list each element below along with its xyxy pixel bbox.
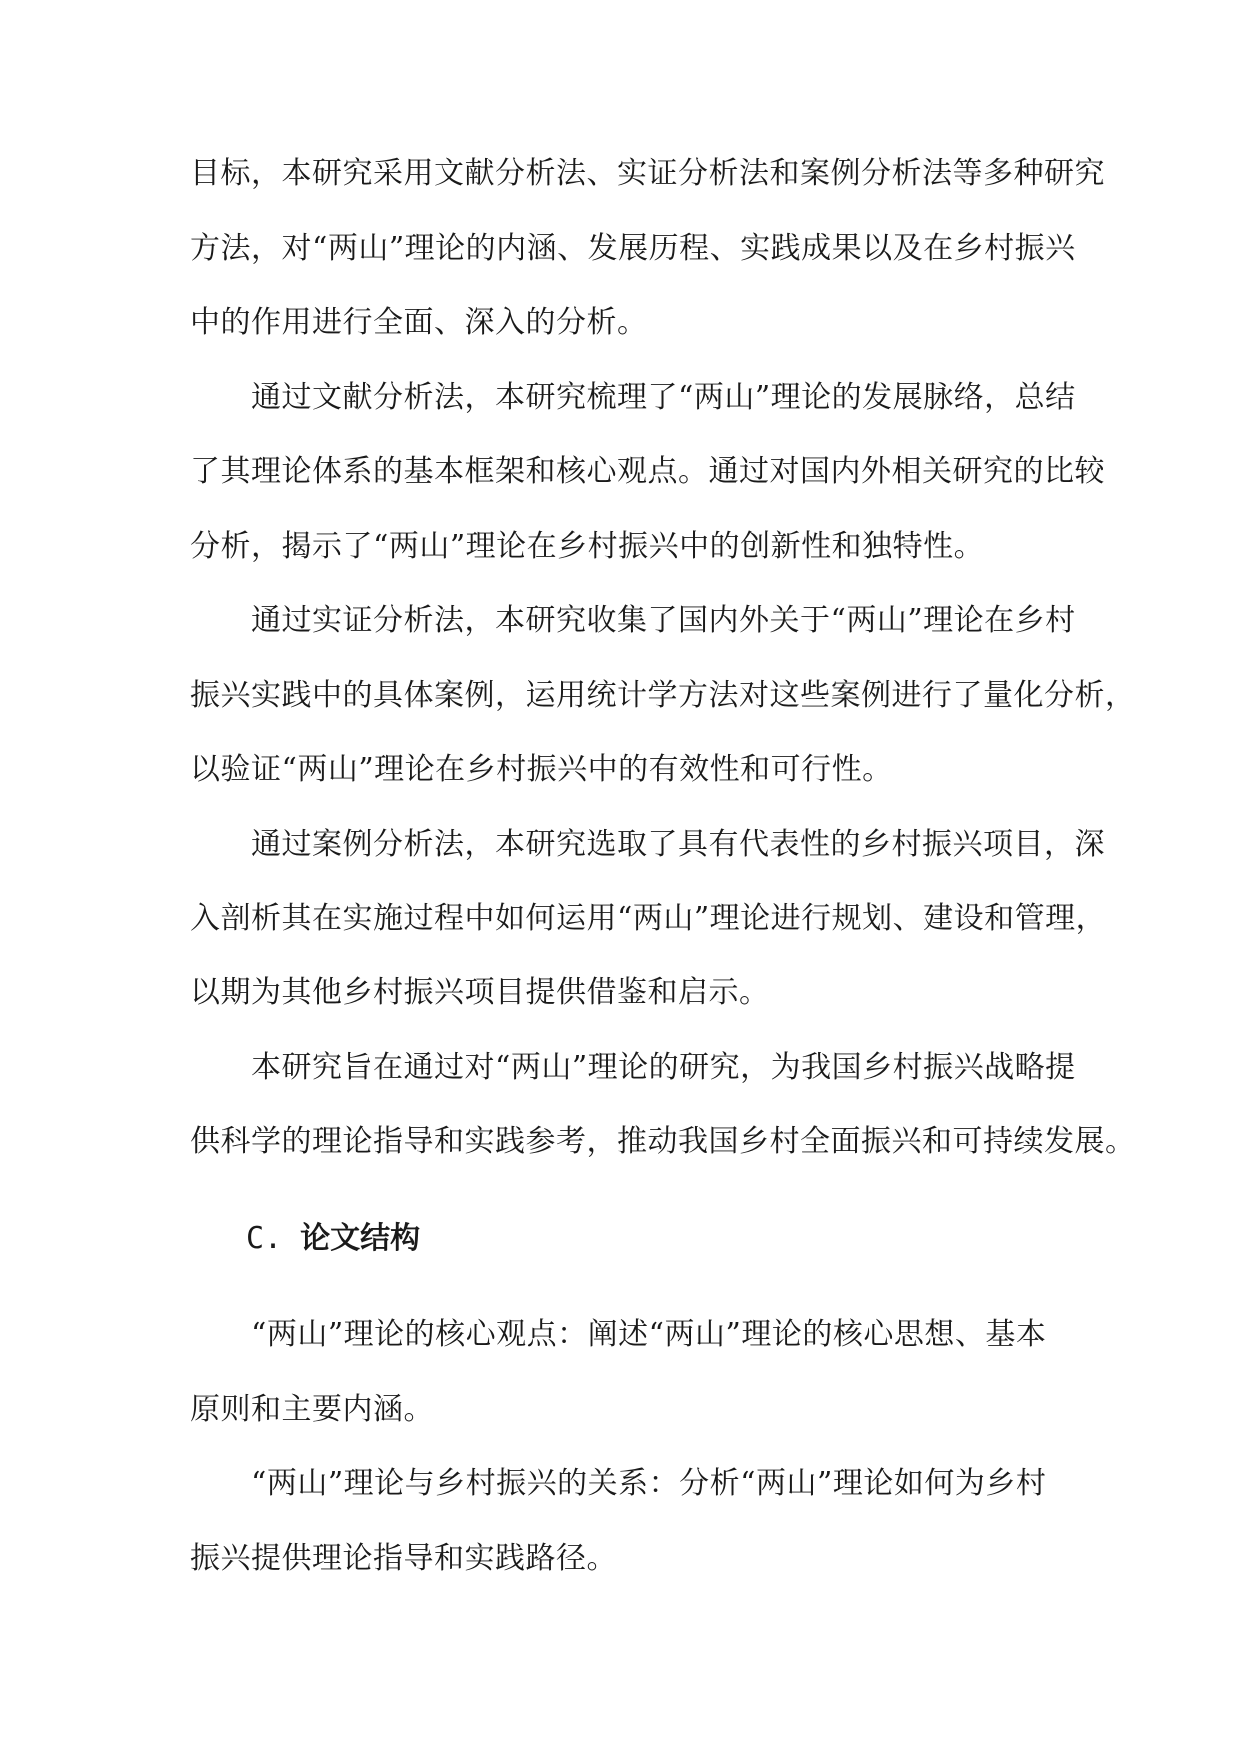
text-line: 目标，本研究采用文献分析法、实证分析法和案例分析法等多种研究 [190,156,1105,191]
text-line: 通过案例分析法，本研究选取了具有代表性的乡村振兴项目，深 [190,827,1105,862]
text-line: 原则和主要内涵。 [190,1392,434,1427]
text-line: 振兴提供理论指导和实践路径。 [190,1541,617,1576]
text-line: 通过文献分析法，本研究梳理了“两山”理论的发展脉络，总结 [190,380,1076,415]
text-line: “两山”理论的核心观点：阐述“两山”理论的核心思想、基本 [190,1317,1047,1352]
text-line: 了其理论体系的基本框架和核心观点。通过对国内外相关研究的比较 [190,454,1105,489]
text-line: 中的作用进行全面、深入的分析。 [190,305,648,340]
text-line: 方法，对“两山”理论的内涵、发展历程、实践成果以及在乡村振兴 [190,231,1076,266]
text-line: 分析，揭示了“两山”理论在乡村振兴中的创新性和独特性。 [190,529,985,564]
text-line: “两山”理论与乡村振兴的关系：分析“两山”理论如何为乡村 [190,1466,1047,1501]
section-number: C. [246,1221,283,1256]
section-title: 论文结构 [300,1221,421,1256]
text-line: 通过实证分析法，本研究收集了国内外关于“两山”理论在乡村 [190,603,1076,638]
text-line: 本研究旨在通过对“两山”理论的研究，为我国乡村振兴战略提 [190,1050,1076,1085]
text-line: 以验证“两山”理论在乡村振兴中的有效性和可行性。 [190,752,893,787]
section-heading [246,1219,420,1259]
text-line: 供科学的理论指导和实践参考，推动我国乡村全面振兴和可持续发展。 [190,1124,1136,1159]
text-line: 入剖析其在实施过程中如何运用“两山”理论进行规划、建设和管理， [190,901,1107,936]
text-line: 以期为其他乡村振兴项目提供借鉴和启示。 [190,975,770,1010]
text-line: 振兴实践中的具体案例，运用统计学方法对这些案例进行了量化分析， [190,678,1136,713]
